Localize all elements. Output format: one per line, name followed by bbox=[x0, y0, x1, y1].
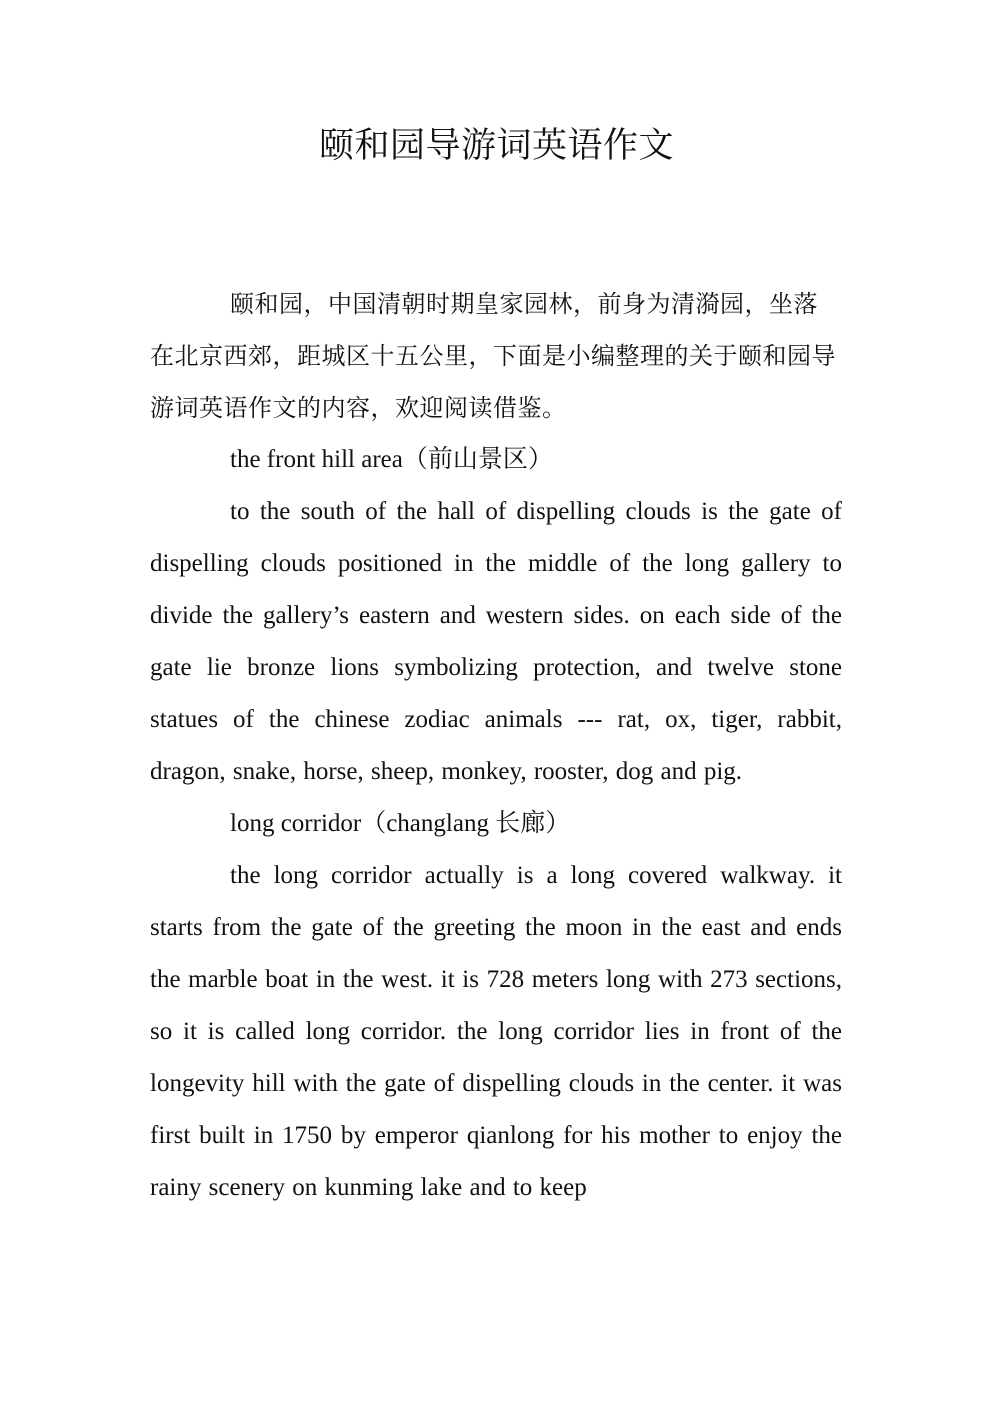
section-body-front-hill: to the south of the hall of dispelling clouds is the gate of dispelling clouds positioned in the middle of the long gallery to divide the gallery’s eastern and western sides. on each side of the gate lie bronze lions symbolizing protection, and twelve stone statues of the chinese zodiac animals --- rat, ox, tiger, rabbit, dragon, snake, horse, sheep, monkey, rooster, dog and pig. bbox=[150, 498, 842, 785]
intro-paragraph: 颐和园，中国清朝时期皇家园林，前身为清漪园，坐落在北京西郊，距城区十五公里，下面是小编整理的关于颐和园导游词英语作文的内容，欢迎阅读借鉴。 bbox=[150, 290, 836, 422]
section-heading-long-corridor: long corridor（changlang 长廊） bbox=[230, 810, 571, 837]
section-heading-front-hill: the front hill area（前山景区） bbox=[230, 446, 553, 473]
document-body bbox=[150, 278, 842, 1214]
section-body-long-corridor: the long corridor actually is a long covered walkway. it starts from the gate of the greeting the moon in the east and ends the marble boat in the west. it is 728 meters long with 273 sections, so it is called long corridor. the long corridor lies in front of the longevity hill with the gate of dispelling clouds in the center. it was first built in 1750 by emperor qianlong for his mother to enjoy the rainy scenery on kunming lake and to keep bbox=[150, 862, 842, 1201]
document-title: 颐和园导游词英语作文 bbox=[318, 126, 674, 166]
